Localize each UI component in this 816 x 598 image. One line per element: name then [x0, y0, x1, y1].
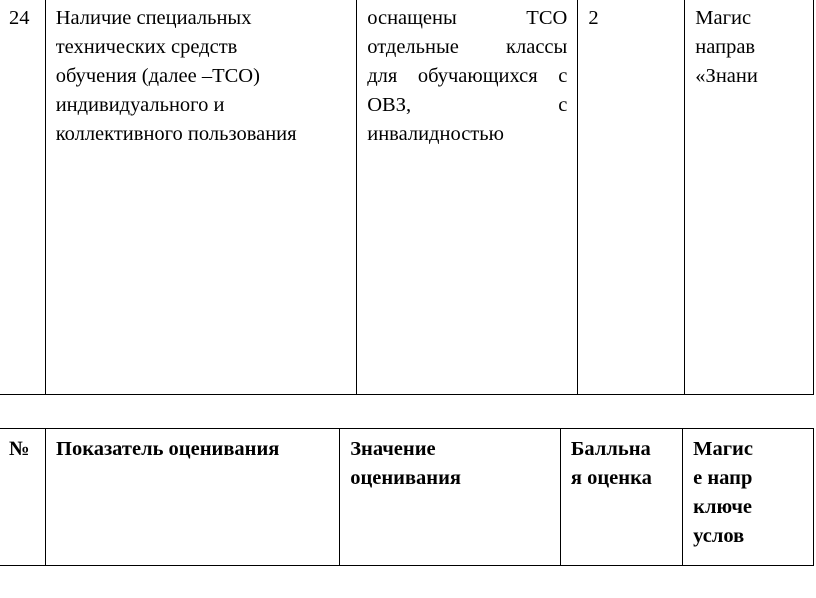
header-indicator-cell	[46, 429, 340, 566]
value-line: оснащены ТСО	[367, 7, 568, 29]
header-value-line: Значение	[350, 438, 436, 460]
indicator-line: технических средств	[55, 36, 238, 58]
last-line: Магис	[695, 7, 752, 29]
value-line: для обучающихся с	[367, 65, 568, 87]
indicator-line: Наличие специальных	[55, 7, 252, 29]
table-header-row	[0, 429, 814, 566]
criteria-table-header	[0, 428, 814, 566]
header-score-line: я оценка	[570, 467, 652, 489]
header-last-line: е напр	[693, 467, 753, 489]
header-number: №	[9, 438, 30, 460]
value-line: отдельные классы	[367, 36, 568, 58]
value-cell	[357, 0, 578, 395]
header-indicator: Показатель оценивания	[56, 438, 280, 460]
score-value: 2	[588, 7, 599, 29]
header-score-cell	[560, 429, 682, 566]
last-line: «Знани	[695, 65, 758, 87]
header-last-line: Магис	[693, 438, 753, 460]
indicator-line: коллективного пользования	[55, 123, 297, 145]
indicator-line: индивидуального и	[55, 94, 225, 116]
header-score-line: Балльна	[570, 438, 651, 460]
last-line: направ	[695, 36, 756, 58]
indicator-line: обучения (далее –ТСО)	[55, 65, 260, 87]
value-line: ОВЗ, с	[367, 94, 568, 116]
score-cell	[578, 0, 685, 395]
last-cell	[685, 0, 814, 395]
indicator-cell	[45, 0, 357, 395]
value-line: инвалидностью	[367, 123, 504, 145]
header-value-cell	[340, 429, 561, 566]
header-value-line: оценивания	[350, 467, 462, 489]
header-number-cell	[0, 429, 46, 566]
header-last-line: услов	[693, 525, 745, 547]
header-last-cell	[683, 429, 814, 566]
row-number: 24	[9, 7, 30, 29]
row-number-cell	[0, 0, 45, 395]
header-last-line: ключе	[693, 496, 752, 518]
